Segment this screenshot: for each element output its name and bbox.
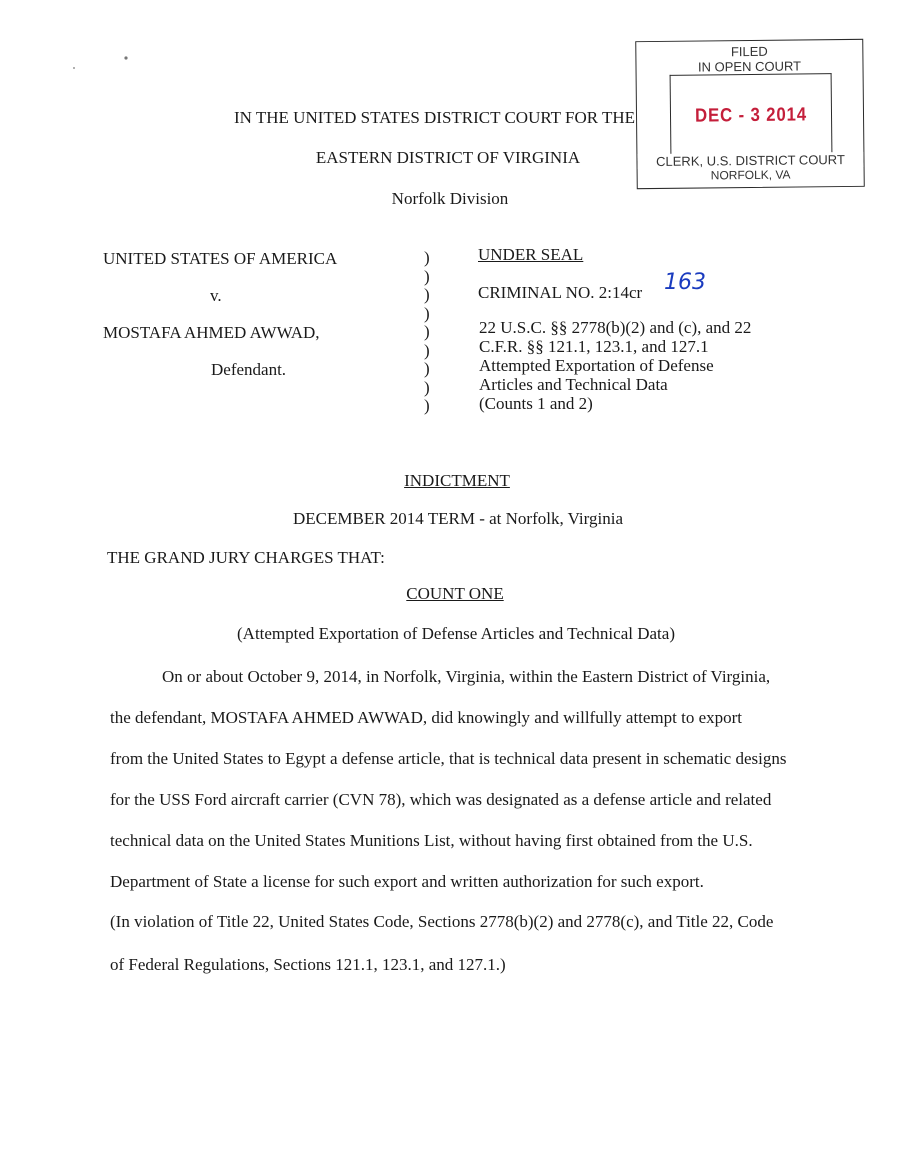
statute-line: C.F.R. §§ 121.1, 123.1, and 127.1	[479, 337, 709, 356]
stamp-location: NORFOLK, VA	[710, 167, 791, 183]
handwritten-case-number: 163	[664, 270, 706, 295]
violation-line: (In violation of Title 22, United States Code, Sections 2778(b)(2) and 2778(c), and Title 22, Code	[110, 912, 774, 931]
under-seal-label: UNDER SEAL	[478, 245, 584, 264]
criminal-number: CRIMINAL NO. 2:14cr	[478, 283, 643, 302]
body-line: from the United States to Egypt a defense article, that is technical data present in schematic designs	[110, 749, 787, 768]
statute-line: Articles and Technical Data	[479, 375, 668, 394]
body-line: the defendant, MOSTAFA AHMED AWWAD, did knowingly and willfully attempt to export	[110, 708, 743, 727]
statute-line: (Counts 1 and 2)	[479, 394, 593, 413]
count-title: COUNT ONE	[406, 584, 504, 603]
statute-line: Attempted Exportation of Defense	[479, 356, 714, 375]
body-line: Department of State a license for such export and written authorization for such export.	[110, 872, 704, 891]
defendant-label: Defendant.	[211, 360, 287, 379]
indictment-title: INDICTMENT	[404, 471, 510, 490]
statute-line: 22 U.S.C. §§ 2778(b)(2) and (c), and 22	[479, 318, 752, 337]
body-line: technical data on the United States Munitions List, without having first obtained from the U.S.	[110, 831, 753, 850]
statute-block	[479, 318, 751, 413]
body-line: for the USS Ford aircraft carrier (CVN 78), which was designated as a defense article and related	[110, 790, 772, 809]
plaintiff-name: UNITED STATES OF AMERICA	[103, 249, 338, 268]
stamp-date: DEC - 3 2014	[694, 104, 808, 127]
grand-jury-charges: THE GRAND JURY CHARGES THAT:	[107, 548, 385, 567]
defendant-name: MOSTAFA AHMED AWWAD,	[103, 323, 320, 342]
stamp-filed-label: FILED	[730, 43, 768, 60]
count-subtitle: (Attempted Exportation of Defense Articles and Technical Data)	[237, 624, 675, 643]
body-line: On or about October 9, 2014, in Norfolk, Virginia, within the Eastern District of Virginia,	[162, 667, 771, 686]
scan-specks	[60, 50, 140, 80]
stamp-open-court-label: IN OPEN COURT	[697, 58, 802, 75]
violation-line: of Federal Regulations, Sections 121.1, 123.1, and 127.1.)	[110, 955, 506, 974]
court-heading: IN THE UNITED STATES DISTRICT COURT FOR THE	[234, 108, 636, 127]
district-heading: EASTERN DISTRICT OF VIRGINIA	[315, 148, 581, 167]
caption-parentheses: ) ) ) ) ) ) ) ) )	[424, 248, 430, 415]
division-heading: Norfolk Division	[391, 189, 509, 208]
stamp-date-box	[670, 73, 833, 156]
versus-label: v.	[210, 286, 222, 305]
stamp-clerk-label: CLERK, U.S. DISTRICT COURT	[637, 152, 863, 169]
term-line: DECEMBER 2014 TERM - at Norfolk, Virginia	[293, 509, 623, 528]
